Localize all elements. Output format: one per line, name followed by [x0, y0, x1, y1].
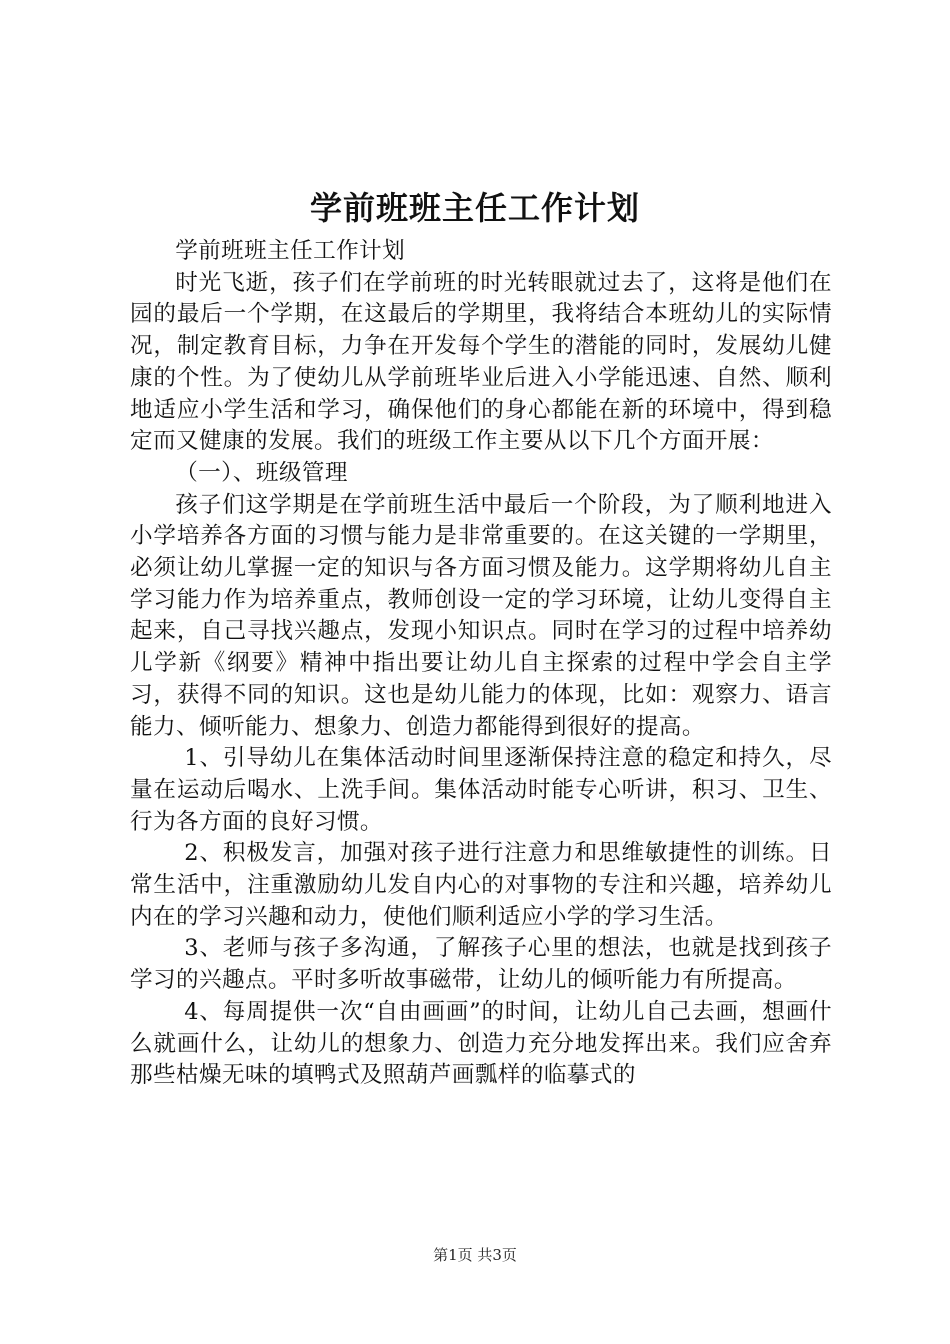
subtitle-paragraph: 学前班班主任工作计划 — [175, 238, 406, 264]
document-title: 学前班班主任工作计划 — [309, 189, 640, 227]
list-item-1: 1、引导幼儿在集体活动时间里逐渐保持注意的稳定和持久，尽量在运动后喝水、上洗手间。集体活动时能专心听讲，积习、卫生、行为各方面的良好习惯。 — [130, 745, 832, 835]
list-item-2: 2、积极发言，加强对孩子进行注意力和思维敏捷性的训练。日常生活中，注重激励幼儿发自内心的对事物的专注和兴趣，培养幼儿内在的学习兴趣和动力，使他们顺利适应小学的学习生活。 — [130, 840, 832, 930]
list-item-3: 3、老师与孩子多沟通，了解孩子心里的想法，也就是找到孩子学习的兴趣点。平时多听故事磁带，让幼儿的倾听能力有所提高。 — [130, 935, 832, 994]
section-heading: （一）、班级管理 — [175, 459, 348, 486]
document-body — [130, 236, 832, 1092]
page-footer: 第1页 共3页 — [433, 1246, 517, 1264]
list-item-4: 4、每周提供一次“自由画画”的时间，让幼儿自己去画，想画什么就画什么，让幼儿的想象力、创造力充分地发挥出来。我们应舍弃那些枯燥无味的填鸭式及照葫芦画瓢样的临摹式的 — [130, 998, 832, 1089]
intro-paragraph: 时光飞逝，孩子们在学前班的时光转眼就过去了，这将是他们在园的最后一个学期，在这最后的学期里，我将结合本班幼儿的实际情况，制定教育目标，力争在开发每个学生的潜能的同时，发展幼儿健康的个性。为了使幼儿从学前班毕业后进入小学能迅速、自然、顺利地适应小学生活和学习，确保他们的身心都能在新的环境中，得到稳定而又健康的发展。我们的班级工作主要从以下几个方面开展： — [130, 269, 832, 455]
class-management-paragraph: 孩子们这学期是在学前班生活中最后一个阶段，为了顺利地进入小学培养各方面的习惯与能力是非常重要的。在这关键的一学期里，必须让幼儿掌握一定的知识与各方面习惯及能力。这学期将幼儿自主学习能力作为培养重点，教师创设一定的学习环境，让幼儿变得自主起来，自己寻找兴趣点，发现小知识点。同时在学习的过程中培养幼儿学新《纲要》精神中指出要让幼儿自主探索的过程中学会自主学习，获得不同的知识。这也是幼儿能力的体现，比如：观察力、语言能力、倾听能力、想象力、创造力都能得到很好的提高。 — [130, 491, 832, 740]
